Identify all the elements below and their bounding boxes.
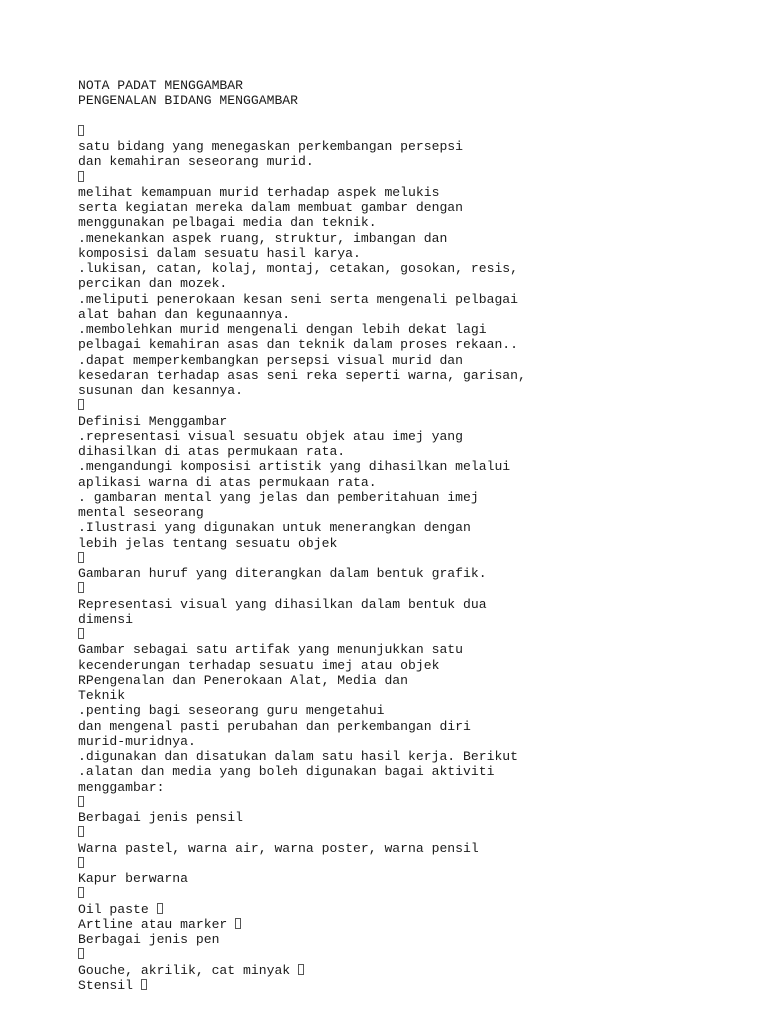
text-line [78, 551, 758, 566]
text-line [78, 764, 758, 779]
missing-glyph-icon [78, 399, 84, 410]
line-text: .dapat memperkembangkan persepsi visual murid dan [78, 352, 464, 368]
text-line [78, 368, 758, 383]
missing-glyph-icon [78, 948, 84, 959]
line-text: Kapur berwarna [78, 871, 189, 886]
text-line [78, 978, 758, 993]
text-line [78, 566, 758, 581]
line-text: kecenderungan terhadap sesuatu imej atau objek [78, 657, 440, 673]
line-text: aplikasi warna di atas permukaan rata. [78, 474, 377, 490]
line-text: pelbagai kemahiran asas dan teknik dalam proses rekaan.. [78, 337, 519, 353]
line-text: NOTA PADAT MENGGAMBAR [78, 78, 244, 93]
line-text: .membolehkan murid mengenali dengan lebih dekat lagi [78, 322, 487, 337]
text-line [78, 109, 758, 124]
line-text: Representasi visual yang dihasilkan dalam bentuk dua [78, 596, 487, 612]
line-text: Oil paste [78, 901, 149, 917]
missing-glyph-icon [78, 826, 84, 837]
text-line [78, 246, 758, 261]
missing-glyph-icon [78, 857, 84, 868]
line-text: satu bidang yang menegaskan perkembangan persepsi [78, 139, 464, 154]
line-text: melihat kemampuan murid terhadap aspek melukis [78, 184, 440, 200]
text-line [78, 688, 758, 703]
text-line [78, 917, 758, 932]
line-text: dan kemahiran seseorang murid. [78, 154, 314, 170]
missing-glyph-icon [298, 964, 304, 975]
text-line [78, 444, 758, 459]
line-text: .mengandungi komposisi artistik yang dihasilkan melalui [78, 459, 511, 475]
text-line [78, 536, 758, 551]
line-text: .alatan dan media yang boleh digunakan bagai aktiviti [78, 764, 495, 780]
document-body [78, 78, 758, 993]
text-line [78, 597, 758, 612]
text-line [78, 292, 758, 307]
text-line [78, 459, 758, 474]
text-line [78, 337, 758, 352]
line-text: serta kegiatan mereka dalam membuat gambar dengan [78, 200, 464, 215]
text-line [78, 520, 758, 535]
line-text: dimensi [78, 611, 134, 627]
text-line [78, 200, 758, 215]
text-line [78, 841, 758, 856]
line-text: kesedaran terhadap asas seni reka seperti warna, garisan, [78, 367, 526, 383]
text-line [78, 93, 758, 108]
text-line [78, 276, 758, 291]
text-line [78, 581, 758, 596]
text-line [78, 734, 758, 749]
missing-glyph-icon [78, 125, 84, 136]
missing-glyph-icon [157, 903, 163, 914]
line-text: dihasilkan di atas permukaan rata. [78, 444, 346, 459]
text-line [78, 658, 758, 673]
text-line [78, 490, 758, 505]
line-text: Stensil [78, 977, 134, 993]
text-line [78, 902, 758, 917]
line-text: Berbagai jenis pen [78, 932, 220, 947]
text-line [78, 642, 758, 657]
text-line [78, 307, 758, 322]
text-line [78, 139, 758, 154]
line-text: murid-muridnya. [78, 733, 196, 749]
line-text: Artline atau marker [78, 916, 228, 932]
missing-glyph-icon [78, 582, 84, 593]
missing-glyph-icon [78, 796, 84, 807]
text-line [78, 703, 758, 718]
text-line [78, 947, 758, 962]
text-line [78, 414, 758, 429]
line-text: menggambar: [78, 779, 165, 795]
text-line [78, 856, 758, 871]
text-line [78, 170, 758, 185]
missing-glyph-icon [78, 171, 84, 182]
line-text: . gambaran mental yang jelas dan pemberitahuan imej [78, 489, 479, 505]
line-text: Teknik [78, 688, 126, 703]
line-text: PENGENALAN BIDANG MENGGAMBAR [78, 93, 299, 109]
line-text: mental seseorang [78, 505, 204, 520]
text-line [78, 810, 758, 825]
text-line [78, 963, 758, 978]
text-line [78, 78, 758, 93]
text-line [78, 353, 758, 368]
text-line [78, 429, 758, 444]
text-line [78, 673, 758, 688]
line-text: Gouche, akrilik, cat minyak [78, 962, 291, 978]
missing-glyph-icon [141, 979, 147, 990]
line-text: susunan dan kesannya. [78, 383, 244, 398]
text-line [78, 215, 758, 230]
text-line [78, 627, 758, 642]
line-text: .menekankan aspek ruang, struktur, imbangan dan [78, 230, 448, 246]
text-line [78, 383, 758, 398]
line-text: Warna pastel, warna air, warna poster, warna pensil [78, 840, 479, 856]
line-text: .digunakan dan disatukan dalam satu hasil kerja. Berikut [78, 749, 519, 764]
line-text: percikan dan mozek. [78, 276, 228, 292]
text-line [78, 886, 758, 901]
text-line [78, 505, 758, 520]
line-text: .meliputi penerokaan kesan seni serta mengenali pelbagai [78, 291, 519, 307]
text-line [78, 322, 758, 337]
text-line [78, 261, 758, 276]
text-line [78, 825, 758, 840]
text-line [78, 475, 758, 490]
line-text: .lukisan, catan, kolaj, montaj, cetakan, gosokan, resis, [78, 261, 519, 276]
text-line [78, 780, 758, 795]
text-line [78, 932, 758, 947]
text-line [78, 231, 758, 246]
missing-glyph-icon [78, 552, 84, 563]
missing-glyph-icon [78, 887, 84, 898]
text-line [78, 124, 758, 139]
text-line [78, 719, 758, 734]
line-text: alat bahan dan kegunaannya. [78, 306, 291, 322]
missing-glyph-icon [235, 918, 241, 929]
text-line [78, 185, 758, 200]
text-line [78, 749, 758, 764]
line-text: .Ilustrasi yang digunakan untuk menerangkan dengan [78, 520, 471, 536]
line-text: komposisi dalam sesuatu hasil karya. [78, 245, 361, 261]
line-text: .representasi visual sesuatu objek atau imej yang [78, 428, 464, 444]
text-line [78, 398, 758, 413]
text-line [78, 871, 758, 886]
line-text: Gambaran huruf yang diterangkan dalam bentuk grafik. [78, 566, 487, 581]
missing-glyph-icon [78, 628, 84, 639]
line-text: Gambar sebagai satu artifak yang menunjukkan satu [78, 642, 464, 658]
line-text: .penting bagi seseorang guru mengetahui [78, 703, 385, 719]
text-line [78, 154, 758, 169]
text-line [78, 795, 758, 810]
line-text: lebih jelas tentang sesuatu objek [78, 535, 338, 551]
line-text: Berbagai jenis pensil [78, 810, 244, 825]
text-line [78, 612, 758, 627]
line-text: menggunakan pelbagai media dan teknik. [78, 215, 377, 231]
line-text: Definisi Menggambar [78, 413, 228, 429]
line-text: RPengenalan dan Penerokaan Alat, Media dan [78, 672, 409, 688]
line-text: dan mengenal pasti perubahan dan perkembangan diri [78, 718, 471, 734]
